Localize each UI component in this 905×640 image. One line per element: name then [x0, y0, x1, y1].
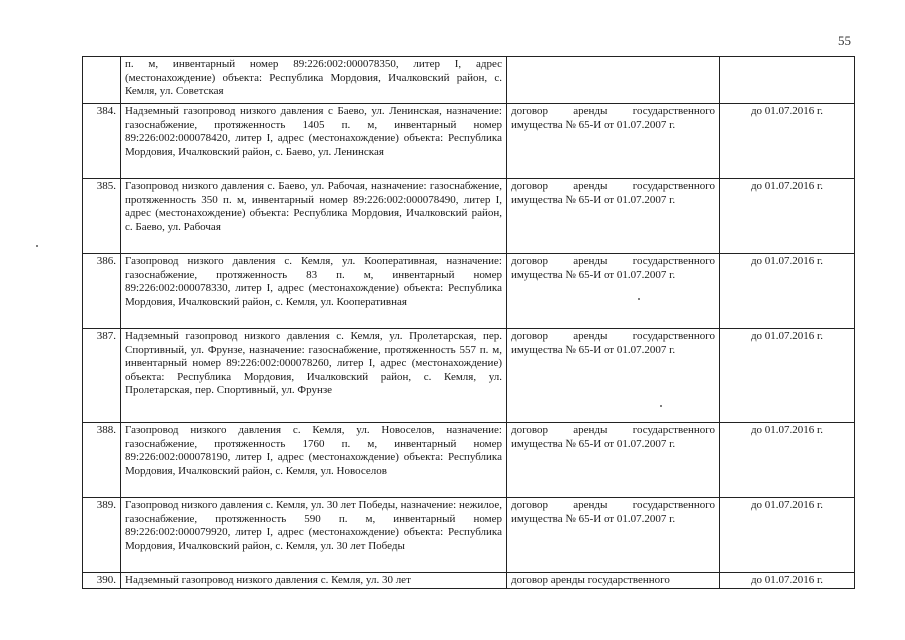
- row-number: 386.: [83, 254, 121, 329]
- row-number: 388.: [83, 423, 121, 498]
- term-date: до 01.07.2016 г.: [720, 254, 855, 329]
- row-number: 387.: [83, 329, 121, 423]
- row-number: 390.: [83, 573, 121, 589]
- table-row: [83, 104, 855, 179]
- object-description: Надземный газопровод низкого давления с Баево, ул. Ленинская, назначение: газоснабжение, протяженность 1405 п. м, инвентарный номер 89:226:002:000078420, литер I, адрес (местонахождение) объекта: Республика Мордовия, Ичалковский район, с. Баево, ул. Ленинская: [121, 104, 507, 179]
- object-description: Газопровод низкого давления с. Кемля, ул. Новоселов, назначение: газоснабжение, протяженность 1760 п. м, инвентарный номер 89:226:002:000078190, литер I, адрес (местонахождение) объекта: Республика Мордовия, Ичалковский район, с. Кемля, ул. Новоселов: [121, 423, 507, 498]
- table-row: [83, 57, 855, 104]
- term-date: до 01.07.2016 г.: [720, 329, 855, 423]
- term-date: до 01.07.2016 г.: [720, 104, 855, 179]
- property-registry-table: [82, 56, 855, 589]
- row-number: [83, 57, 121, 104]
- scan-speck: [660, 405, 662, 407]
- object-description: Газопровод низкого давления с. Баево, ул. Рабочая, назначение: газоснабжение, протяженность 350 п. м, инвентарный номер 89:226:002:000078490, литер I, адрес (местонахождение) объекта: Республика Мордовия, Ичалковский район, с. Баево, ул. Рабочая: [121, 179, 507, 254]
- object-description: Газопровод низкого давления с. Кемля, ул. 30 лет Победы, назначение: нежилое, газоснабжение, протяженность 590 п. м, инвентарный номер 89:226:002:000079920, литер I, адрес (местонахождение) объекта: Республика Мордовия, Ичалковский район, с. Кемля, ул. 30 лет Победы: [121, 498, 507, 573]
- contract-reference: [507, 57, 720, 104]
- contract-reference: договор аренды государственного имущества № 65-И от 01.07.2007 г.: [507, 254, 720, 329]
- contract-reference: договор аренды государственного имущества № 65-И от 01.07.2007 г.: [507, 423, 720, 498]
- table-row: [83, 573, 855, 589]
- table-row: [83, 179, 855, 254]
- table-row: [83, 498, 855, 573]
- scan-speck: [638, 298, 640, 300]
- term-date: до 01.07.2016 г.: [720, 423, 855, 498]
- scan-speck: [36, 245, 38, 247]
- term-date: [720, 57, 855, 104]
- row-number: 385.: [83, 179, 121, 254]
- row-number: 384.: [83, 104, 121, 179]
- table-row: [83, 423, 855, 498]
- table-row: [83, 329, 855, 423]
- object-description: Надземный газопровод низкого давления с. Кемля, ул. 30 лет: [121, 573, 507, 589]
- contract-reference: договор аренды государственного имущества № 65-И от 01.07.2007 г.: [507, 498, 720, 573]
- object-description: Надземный газопровод низкого давления с. Кемля, ул. Пролетарская, пер. Спортивный, ул. Фрунзе, назначение: газоснабжение, протяженность 557 п. м, инвентарный номер 89:226:002:000078260, литер I, адрес (местонахождение) объекта: Республика Мордовия, Ичалковский район, с. Кемля, ул. Пролетарская, пер. Спортивный, ул. Фрунзе: [121, 329, 507, 423]
- table-row: [83, 254, 855, 329]
- object-description: п. м, инвентарный номер 89:226:002:000078350, литер I, адрес (местонахождение) объекта: Республика Мордовия, Ичалковский район, с. Кемля, ул. Советская: [121, 57, 507, 104]
- term-date: до 01.07.2016 г.: [720, 179, 855, 254]
- term-date: до 01.07.2016 г.: [720, 498, 855, 573]
- contract-reference: договор аренды государственного: [507, 573, 720, 589]
- contract-reference: договор аренды государственного имущества № 65-И от 01.07.2007 г.: [507, 104, 720, 179]
- object-description: Газопровод низкого давления с. Кемля, ул. Кооперативная, назначение: газоснабжение, протяженность 83 п. м, инвентарный номер 89:226:002:000078330, литер I, адрес (местонахождение) объекта: Республика Мордовия, Ичалковский район, с. Кемля, ул. Кооперативная: [121, 254, 507, 329]
- contract-reference: договор аренды государственного имущества № 65-И от 01.07.2007 г.: [507, 329, 720, 423]
- term-date: до 01.07.2016 г.: [720, 573, 855, 589]
- contract-reference: договор аренды государственного имущества № 65-И от 01.07.2007 г.: [507, 179, 720, 254]
- row-number: 389.: [83, 498, 121, 573]
- page-number: 55: [838, 33, 851, 48]
